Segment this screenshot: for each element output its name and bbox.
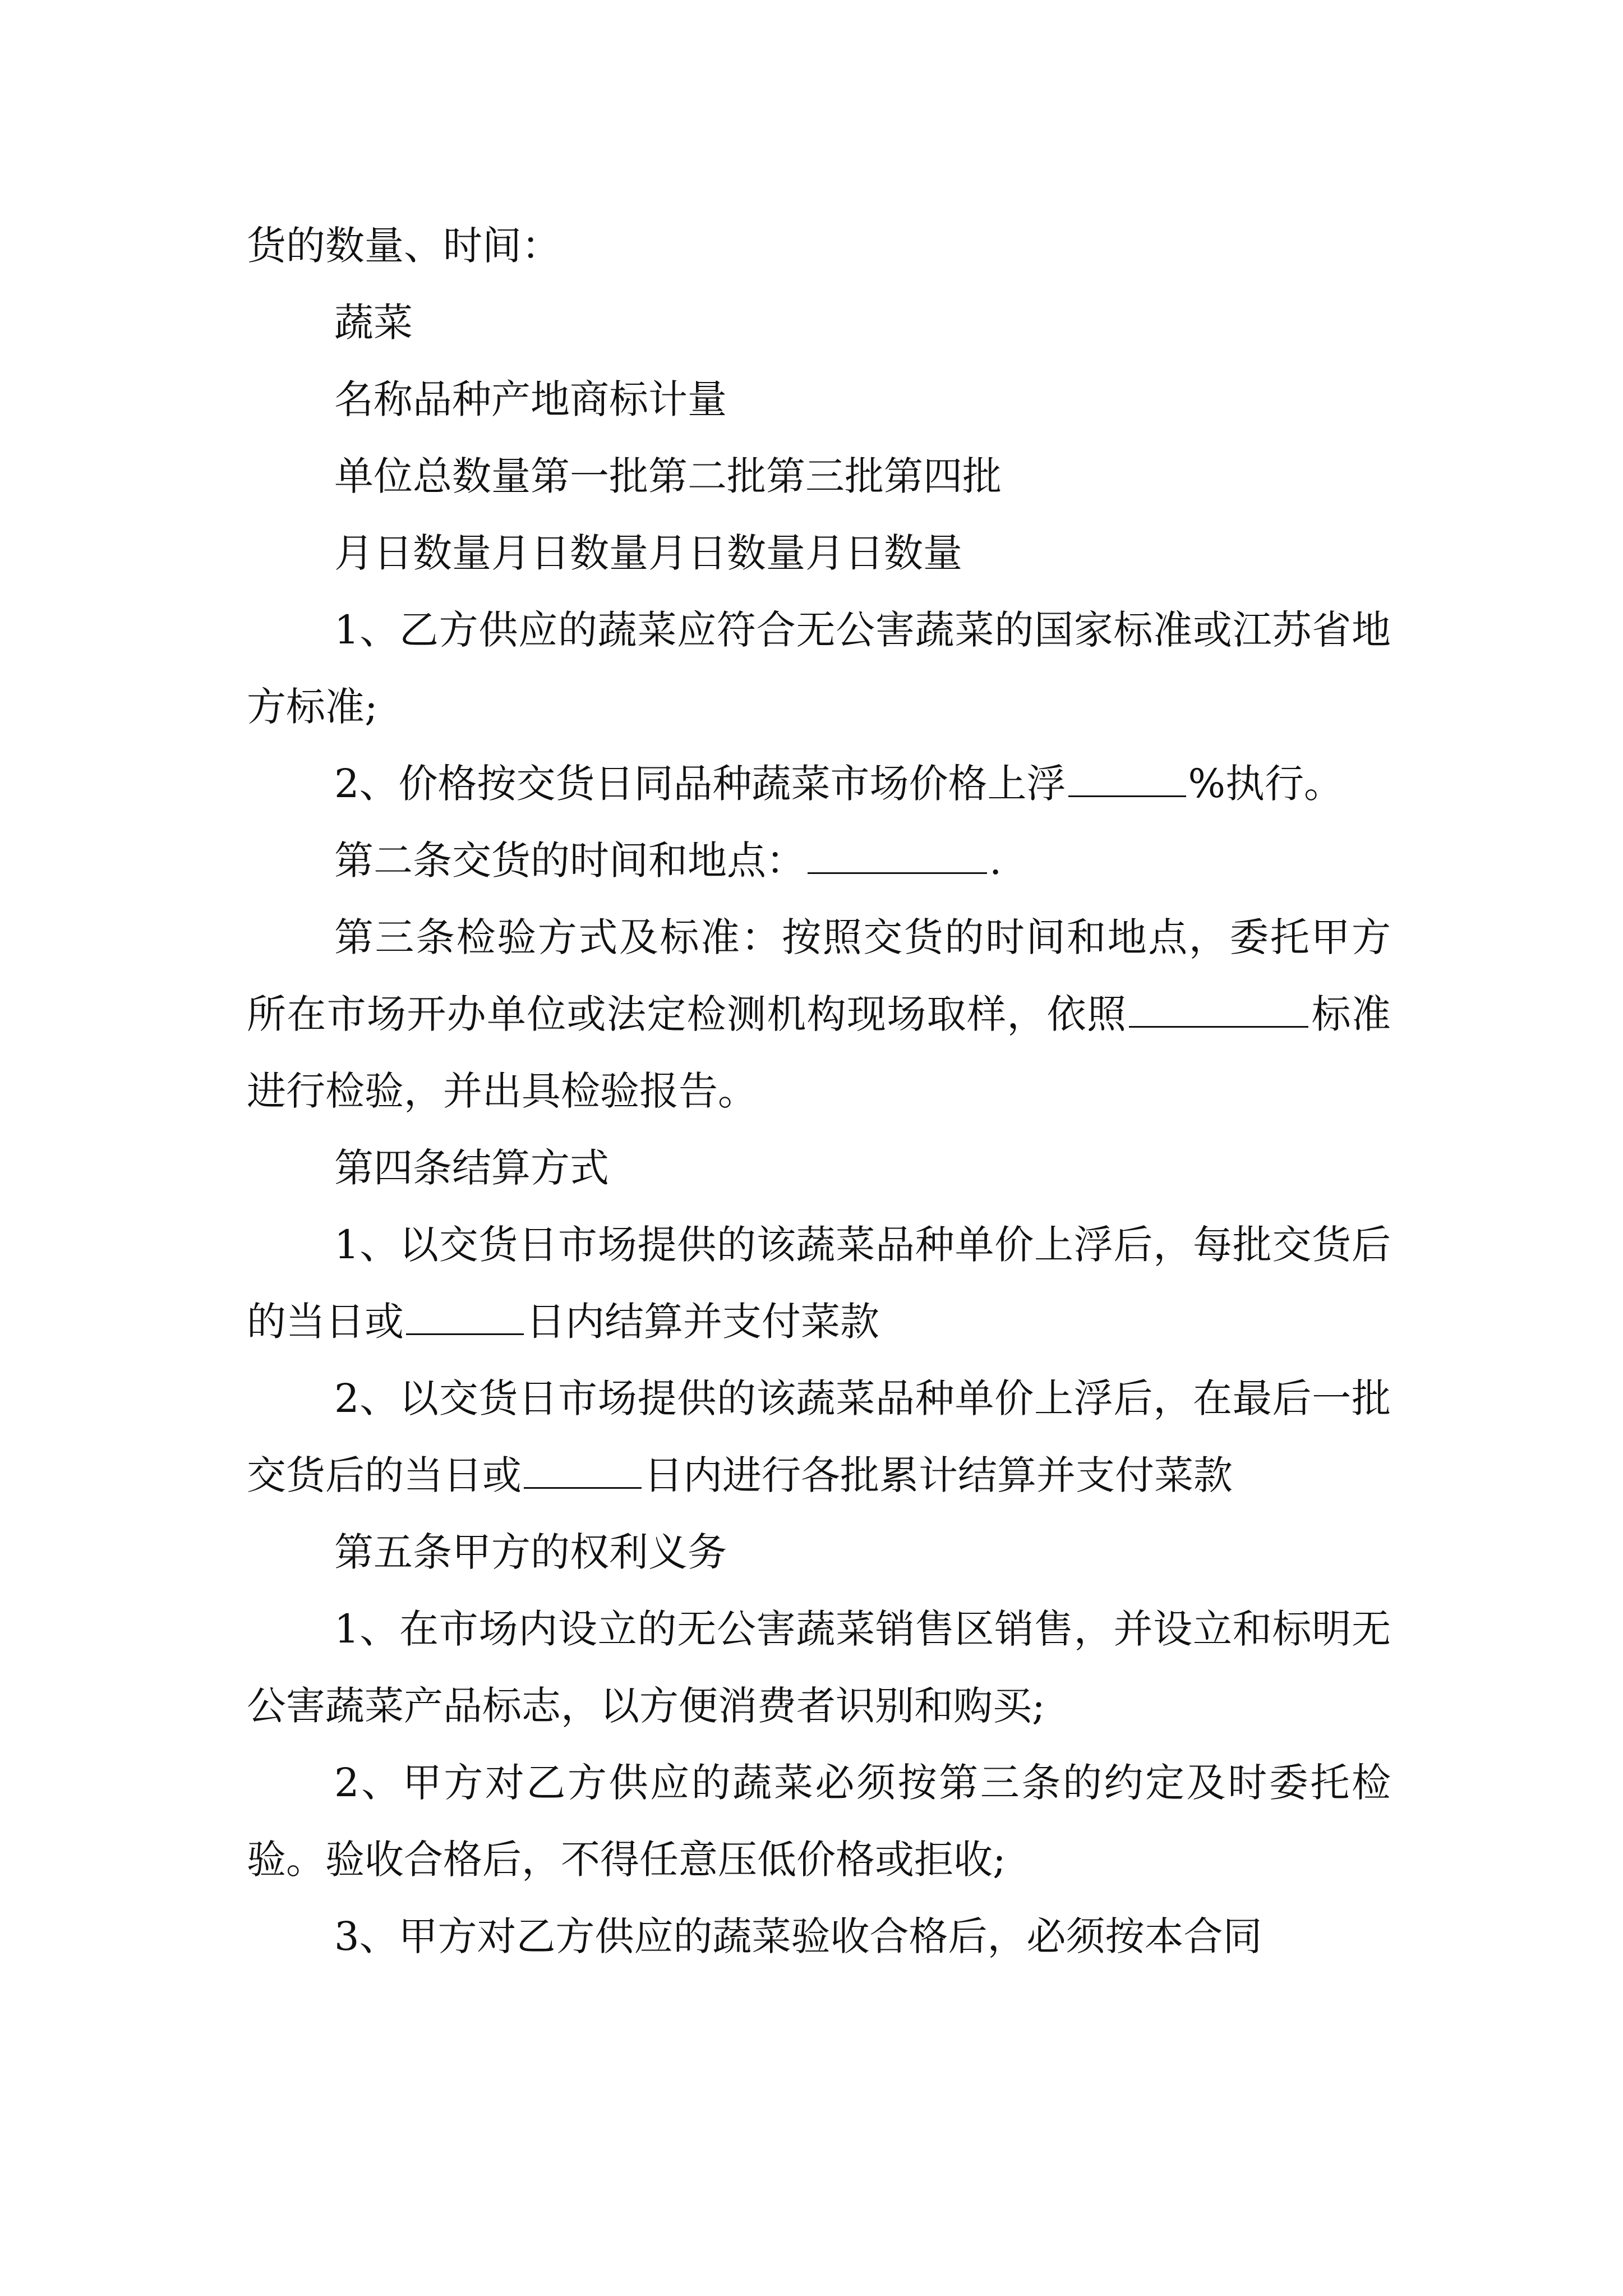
paragraph-text: 2、甲方对乙方供应的蔬菜必须按第三条的约定及时委托检验。验收合格后，不得任意压低价格或拒收;: [247, 1760, 1391, 1883]
paragraph-text: 单位总数量第一批第二批第三批第四批: [334, 453, 1002, 499]
paragraph-text: 第二条交货的时间和地点：: [334, 838, 805, 884]
paragraph-text: 月日数量月日数量月日数量月日数量: [334, 530, 962, 576]
paragraph-text: %执行。: [1188, 761, 1344, 807]
paragraph-table-header-2: [247, 438, 1391, 515]
paragraph-obligation-2: [247, 1745, 1391, 1898]
paragraph-article-2: [247, 822, 1391, 899]
paragraph-text: 1、乙方供应的蔬菜应符合无公害蔬菜的国家标准或江苏省地方标准;: [247, 607, 1391, 730]
paragraph-article-3: [247, 899, 1391, 1130]
paragraph-text: .: [989, 838, 1002, 884]
fill-blank[interactable]: [406, 1300, 524, 1335]
paragraph-text: 标准进行检验，并出具检验报告。: [247, 991, 1391, 1114]
paragraph-settlement-2: [247, 1360, 1391, 1514]
fill-blank[interactable]: [1068, 762, 1186, 797]
paragraph-obligation-3: [247, 1898, 1391, 1975]
paragraph-vegetables: [247, 284, 1391, 361]
paragraph-text: 1、以交货日市场提供的该蔬菜品种单价上浮后，每批交货后的当日或: [247, 1222, 1391, 1345]
document-page: [247, 208, 1391, 1975]
paragraph-text: 第三条检验方式及标准：按照交货的时间和地点，委托甲方所在市场开办单位或法定检测机构现场取样，依照: [247, 914, 1391, 1037]
paragraph-article-5: [247, 1514, 1391, 1591]
paragraph-text: 1、在市场内设立的无公害蔬菜销售区销售，并设立和标明无公害蔬菜产品标志，以方便消费者识别和购买;: [247, 1606, 1391, 1729]
paragraph-obligation-1: [247, 1591, 1391, 1745]
paragraph-text: 2、价格按交货日同品种蔬菜市场价格上浮: [334, 761, 1066, 807]
paragraph-text: 蔬菜: [334, 300, 413, 346]
fill-blank[interactable]: [808, 839, 987, 874]
paragraph-table-header-3: [247, 515, 1391, 592]
paragraph-settlement-1: [247, 1207, 1391, 1360]
paragraph-text: 日内结算并支付菜款: [526, 1299, 879, 1345]
paragraph-standard: [247, 592, 1391, 746]
paragraph-text: 货的数量、时间：: [247, 223, 561, 269]
paragraph-text: 第五条甲方的权利义务: [334, 1529, 727, 1575]
paragraph-price: [247, 746, 1391, 822]
fill-blank[interactable]: [1129, 992, 1308, 1028]
paragraph-text: 名称品种产地商标计量: [334, 376, 727, 422]
fill-blank[interactable]: [524, 1453, 642, 1489]
paragraph-text: 日内进行各批累计结算并支付菜款: [644, 1452, 1233, 1498]
paragraph-text: 3、甲方对乙方供应的蔬菜验收合格后，必须按本合同: [334, 1913, 1262, 1959]
paragraph-article-4: [247, 1130, 1391, 1207]
paragraph-table-header-1: [247, 361, 1391, 438]
paragraph-text: 第四条结算方式: [334, 1145, 609, 1191]
paragraph-text: 2、以交货日市场提供的该蔬菜品种单价上浮后，在最后一批交货后的当日或: [247, 1375, 1391, 1498]
paragraph-goods-quantity-time: [247, 208, 1391, 284]
